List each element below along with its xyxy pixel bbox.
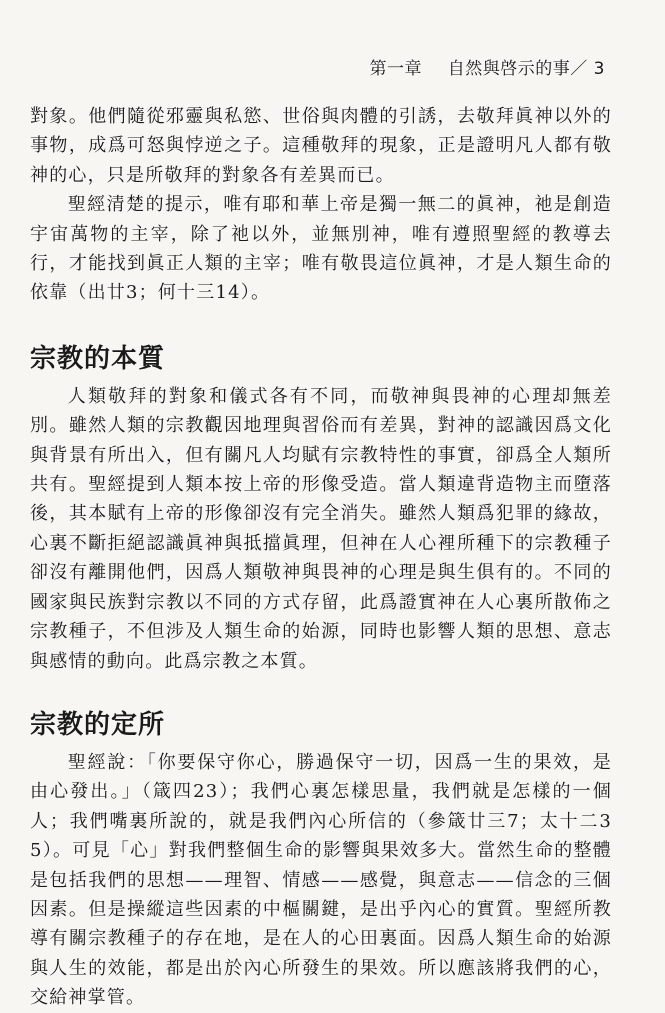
section-1-paragraph: 人類敬拜的對象和儀式各有不同，而敬神與畏神的心理却無差別。雖然人類的宗教觀因地理與習俗而有差異，對神的認識因爲文化與背景有所出入，但有關凡人均賦有宗教特性的事實，卻爲全人類所共有。聖經提到人類本按上帝的形像受造。當人類違背造物主而墮落後，其本賦有上帝的形像卻沒有完全消失。雖然人類爲犯罪的緣故，心裏不斷拒絕認識眞神與抵擋眞理，但神在人心裡所種下的宗教種子卻沒有離開他們，因爲人類敬神與畏神的心理是與生俱有的。不同的國家與民族對宗教以不同的方式存留，此爲證實神在人心裏所散佈之宗教種子，不但涉及人類生命的始源，同時也影響人類的思想、意志與感情的動向。此爲宗教之本質。 [30,385,612,672]
chapter-label: 第一章 [369,59,422,79]
page-number: 3 [593,59,605,79]
page-body [30,102,612,1013]
section-heading-nature-of-religion: 宗教的本質 [30,343,166,374]
section-heading-seat-of-religion: 宗教的定所 [30,709,166,740]
section-2-paragraph: 聖經說：「你要保守你心，勝過保守一切，因爲一生的果效，是由心發出。」（箴四23）；我們心裏怎樣思量，我們就是怎樣的一個人；我們嘴裏所說的，就是我們內心所信的（參箴廿三7；太十二35）。可見「心」對我們整個生命的影響與果效多大。當然生命的整體是包括我們的思想——理智、情感——感覺，與意志——信念的三個因素。但是操縱這些因素的中樞關鍵，是出乎內心的實質。聖經所教導有關宗教種子的存在地，是在人的心田裏面。因爲人類生命的始源與人生的效能，都是出於內心所發生的果效。所以應該將我們的心，交給神掌管。 [30,751,612,1009]
intro-paragraph-1: 對象。他們隨從邪靈與私慾、世俗與肉體的引誘，去敬拜眞神以外的事物，成爲可怒與悖逆之子。這種敬拜的現象，正是證明凡人都有敬神的心，只是所敬拜的對象各有差異而已。 [30,106,612,186]
chapter-title: 自然與啓示的事／ [447,59,588,79]
intro-paragraph-2: 聖經清楚的提示，唯有耶和華上帝是獨一無二的眞神，祂是創造宇宙萬物的主宰，除了祂以外，並無別神，唯有遵照聖經的教導去行，才能找到眞正人類的主宰；唯有敬畏這位眞神，才是人類生命的依靠（出廿3；何十三14）。 [30,194,612,304]
running-header [369,54,605,79]
